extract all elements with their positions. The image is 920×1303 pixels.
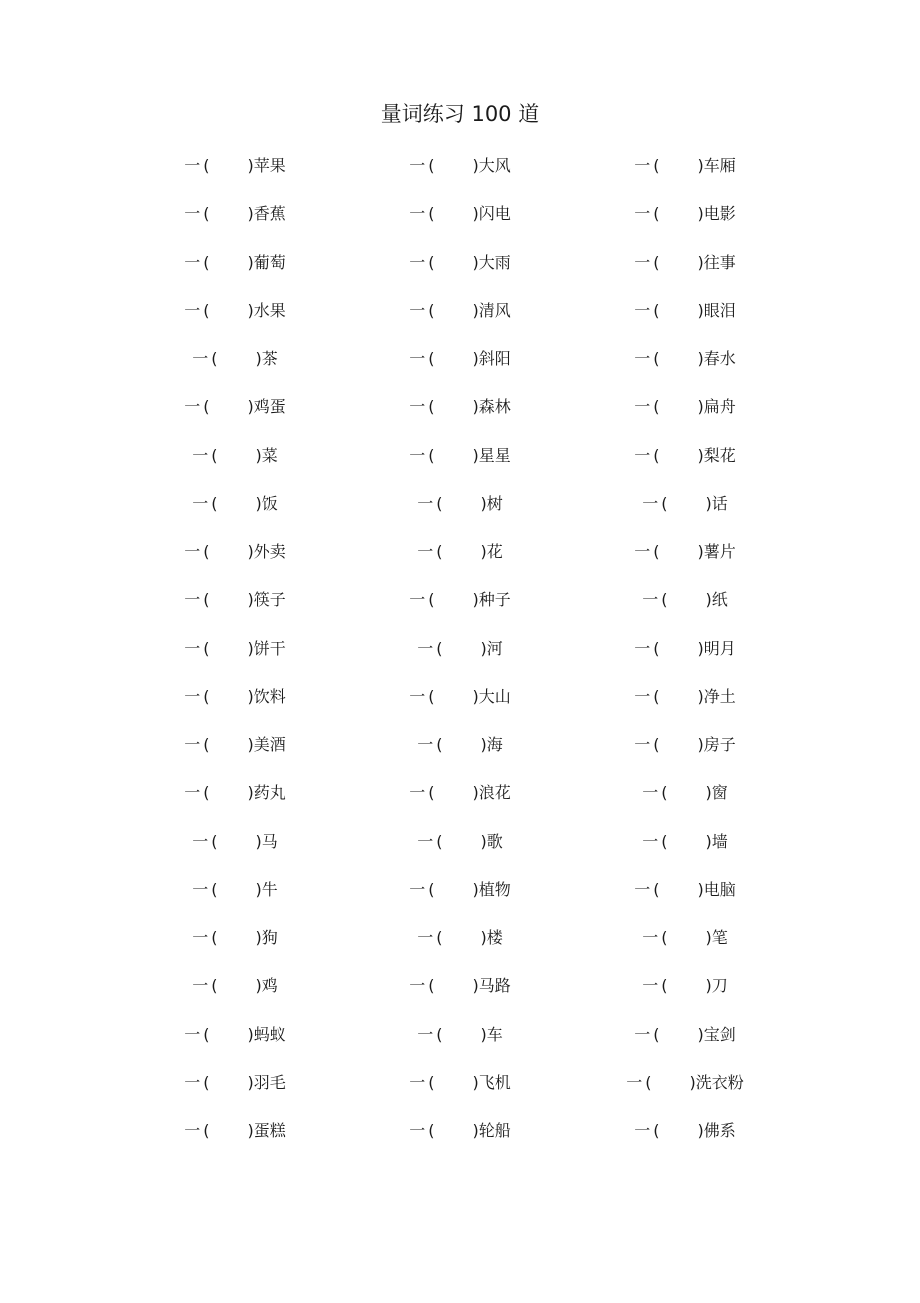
noun: 笔 <box>711 928 728 947</box>
noun: 树 <box>486 493 503 513</box>
exercise-row <box>0 1021 920 1069</box>
close-paren: ) <box>255 879 262 899</box>
close-paren: ) <box>472 204 479 224</box>
close-paren: ) <box>247 252 254 272</box>
open-paren: ( <box>211 349 218 368</box>
exercise-item <box>535 442 835 470</box>
open-paren: ( <box>653 204 660 224</box>
noun: 鸡蛋 <box>253 397 286 417</box>
close-paren: ) <box>472 686 479 706</box>
open-paren: ( <box>653 300 660 320</box>
exercise-item <box>535 779 835 807</box>
numeral-one: 一 <box>409 397 426 417</box>
open-paren: ( <box>653 686 660 706</box>
numeral-one: 一 <box>642 928 659 947</box>
open-paren: ( <box>211 879 218 899</box>
exercise-row <box>0 635 920 683</box>
close-paren: ) <box>480 735 487 754</box>
numeral-one: 一 <box>634 397 651 417</box>
close-paren: ) <box>255 831 262 851</box>
noun: 薯片 <box>703 542 736 561</box>
close-paren: ) <box>480 638 487 658</box>
exercise-row <box>0 490 920 538</box>
exercise-item <box>535 393 835 421</box>
noun: 车厢 <box>703 156 736 175</box>
open-paren: ( <box>203 1072 210 1092</box>
open-paren: ( <box>653 735 660 754</box>
exercise-row <box>0 1069 920 1117</box>
exercise-row <box>0 200 920 248</box>
noun: 种子 <box>478 590 511 610</box>
numeral-one: 一 <box>409 300 426 320</box>
noun: 马 <box>261 831 278 851</box>
exercise-row <box>0 586 920 634</box>
exercise-row <box>0 345 920 393</box>
numeral-one: 一 <box>192 349 209 368</box>
close-paren: ) <box>247 735 254 754</box>
close-paren: ) <box>247 204 254 224</box>
exercise-item <box>535 924 835 952</box>
exercise-item <box>535 635 835 663</box>
close-paren: ) <box>697 879 704 899</box>
close-paren: ) <box>247 1121 254 1140</box>
numeral-one: 一 <box>634 349 651 368</box>
exercise-item <box>535 249 835 277</box>
noun: 星星 <box>478 445 511 465</box>
numeral-one: 一 <box>409 156 426 175</box>
noun: 美酒 <box>253 735 286 754</box>
noun: 狗 <box>261 928 278 947</box>
close-paren: ) <box>472 1072 479 1092</box>
noun: 海 <box>486 735 503 754</box>
close-paren: ) <box>255 928 262 947</box>
exercise-item <box>535 345 835 373</box>
open-paren: ( <box>428 1072 435 1092</box>
noun: 河 <box>486 638 503 658</box>
noun: 饼干 <box>253 638 286 658</box>
close-paren: ) <box>705 783 712 803</box>
close-paren: ) <box>697 445 704 465</box>
numeral-one: 一 <box>184 686 201 706</box>
close-paren: ) <box>480 1024 487 1044</box>
noun: 饭 <box>261 493 278 513</box>
exercise-row <box>0 683 920 731</box>
numeral-one: 一 <box>634 156 651 175</box>
open-paren: ( <box>428 300 435 320</box>
close-paren: ) <box>247 590 254 610</box>
open-paren: ( <box>211 928 218 947</box>
noun: 大山 <box>478 686 511 706</box>
close-paren: ) <box>472 252 479 272</box>
close-paren: ) <box>480 542 487 561</box>
exercise-row <box>0 779 920 827</box>
worksheet-title: 量词练习 100 道 <box>380 102 540 126</box>
exercise-row <box>0 972 920 1020</box>
numeral-one: 一 <box>642 590 659 610</box>
numeral-one: 一 <box>634 1024 651 1044</box>
numeral-one: 一 <box>184 204 201 224</box>
noun: 牛 <box>261 879 278 899</box>
numeral-one: 一 <box>417 735 434 754</box>
exercise-row <box>0 538 920 586</box>
open-paren: ( <box>661 976 668 996</box>
exercise-item <box>535 972 835 1000</box>
close-paren: ) <box>247 300 254 320</box>
close-paren: ) <box>472 300 479 320</box>
numeral-one: 一 <box>409 204 426 224</box>
noun: 往事 <box>703 252 736 272</box>
noun: 轮船 <box>478 1121 511 1140</box>
close-paren: ) <box>472 156 479 175</box>
open-paren: ( <box>436 493 443 513</box>
numeral-one: 一 <box>634 879 651 899</box>
numeral-one: 一 <box>642 783 659 803</box>
numeral-one: 一 <box>634 300 651 320</box>
noun: 明月 <box>703 638 736 658</box>
open-paren: ( <box>436 542 443 561</box>
open-paren: ( <box>203 590 210 610</box>
noun: 梨花 <box>703 445 736 465</box>
exercise-item <box>535 828 835 856</box>
numeral-one: 一 <box>409 783 426 803</box>
noun: 刀 <box>711 976 728 996</box>
noun: 佛系 <box>703 1121 736 1140</box>
noun: 闪电 <box>478 204 511 224</box>
open-paren: ( <box>661 590 668 610</box>
noun: 歌 <box>486 831 503 851</box>
numeral-one: 一 <box>417 542 434 561</box>
open-paren: ( <box>203 300 210 320</box>
numeral-one: 一 <box>626 1072 643 1092</box>
numeral-one: 一 <box>184 397 201 417</box>
open-paren: ( <box>653 542 660 561</box>
close-paren: ) <box>480 928 487 947</box>
numeral-one: 一 <box>409 879 426 899</box>
close-paren: ) <box>472 590 479 610</box>
open-paren: ( <box>436 928 443 947</box>
numeral-one: 一 <box>634 252 651 272</box>
close-paren: ) <box>247 1024 254 1044</box>
open-paren: ( <box>428 204 435 224</box>
numeral-one: 一 <box>184 156 201 175</box>
numeral-one: 一 <box>634 638 651 658</box>
open-paren: ( <box>645 1072 652 1092</box>
open-paren: ( <box>653 638 660 658</box>
open-paren: ( <box>203 252 210 272</box>
noun: 苹果 <box>253 156 286 175</box>
exercise-item <box>535 876 835 904</box>
open-paren: ( <box>653 252 660 272</box>
noun: 蚂蚁 <box>253 1024 286 1044</box>
noun: 大风 <box>478 156 511 175</box>
exercise-row <box>0 828 920 876</box>
numeral-one: 一 <box>409 445 426 465</box>
noun: 马路 <box>478 976 511 996</box>
noun: 鸡 <box>261 976 278 996</box>
close-paren: ) <box>697 1024 704 1044</box>
exercise-item <box>535 1117 835 1145</box>
open-paren: ( <box>203 783 210 803</box>
numeral-one: 一 <box>184 300 201 320</box>
exercise-item <box>535 152 835 180</box>
open-paren: ( <box>203 156 210 175</box>
open-paren: ( <box>653 879 660 899</box>
exercise-row <box>0 1117 920 1165</box>
close-paren: ) <box>472 976 479 996</box>
noun: 筷子 <box>253 590 286 610</box>
noun: 花 <box>486 542 503 561</box>
exercise-row <box>0 442 920 490</box>
noun: 外卖 <box>253 542 286 561</box>
open-paren: ( <box>436 638 443 658</box>
exercise-grid <box>0 152 920 1165</box>
close-paren: ) <box>689 1072 696 1092</box>
close-paren: ) <box>472 879 479 899</box>
open-paren: ( <box>428 397 435 417</box>
numeral-one: 一 <box>184 735 201 754</box>
open-paren: ( <box>203 1121 210 1140</box>
open-paren: ( <box>661 928 668 947</box>
exercise-row <box>0 876 920 924</box>
open-paren: ( <box>203 204 210 224</box>
open-paren: ( <box>653 445 660 465</box>
numeral-one: 一 <box>184 252 201 272</box>
noun: 纸 <box>711 590 728 610</box>
noun: 眼泪 <box>703 300 736 320</box>
noun: 车 <box>486 1024 503 1044</box>
open-paren: ( <box>428 349 435 368</box>
noun: 菜 <box>261 445 278 465</box>
open-paren: ( <box>203 1024 210 1044</box>
close-paren: ) <box>247 156 254 175</box>
close-paren: ) <box>247 686 254 706</box>
numeral-one: 一 <box>417 831 434 851</box>
noun: 净土 <box>703 686 736 706</box>
open-paren: ( <box>428 252 435 272</box>
numeral-one: 一 <box>634 686 651 706</box>
close-paren: ) <box>705 590 712 610</box>
close-paren: ) <box>697 156 704 175</box>
numeral-one: 一 <box>192 831 209 851</box>
exercise-item <box>535 490 835 518</box>
numeral-one: 一 <box>634 542 651 561</box>
noun: 话 <box>711 493 728 513</box>
open-paren: ( <box>203 397 210 417</box>
noun: 楼 <box>486 928 503 947</box>
close-paren: ) <box>472 349 479 368</box>
numeral-one: 一 <box>409 1121 426 1140</box>
open-paren: ( <box>428 879 435 899</box>
numeral-one: 一 <box>184 1024 201 1044</box>
exercise-row <box>0 249 920 297</box>
exercise-item <box>535 1021 835 1049</box>
numeral-one: 一 <box>409 252 426 272</box>
open-paren: ( <box>211 976 218 996</box>
noun: 春水 <box>703 349 736 368</box>
numeral-one: 一 <box>417 493 434 513</box>
noun: 香蕉 <box>253 204 286 224</box>
close-paren: ) <box>247 783 254 803</box>
numeral-one: 一 <box>409 1072 426 1092</box>
numeral-one: 一 <box>642 831 659 851</box>
open-paren: ( <box>653 1121 660 1140</box>
noun: 清风 <box>478 300 511 320</box>
noun: 水果 <box>253 300 286 320</box>
close-paren: ) <box>705 976 712 996</box>
close-paren: ) <box>255 493 262 513</box>
exercise-item <box>535 586 835 614</box>
open-paren: ( <box>428 590 435 610</box>
exercise-item <box>535 538 835 566</box>
numeral-one: 一 <box>409 686 426 706</box>
noun: 电影 <box>703 204 736 224</box>
close-paren: ) <box>472 1121 479 1140</box>
close-paren: ) <box>480 493 487 513</box>
close-paren: ) <box>697 686 704 706</box>
noun: 药丸 <box>253 783 286 803</box>
close-paren: ) <box>697 735 704 754</box>
open-paren: ( <box>436 831 443 851</box>
noun: 植物 <box>478 879 511 899</box>
close-paren: ) <box>247 1072 254 1092</box>
noun: 洗衣粉 <box>695 1072 744 1092</box>
noun: 房子 <box>703 735 736 754</box>
close-paren: ) <box>697 397 704 417</box>
numeral-one: 一 <box>192 493 209 513</box>
open-paren: ( <box>203 686 210 706</box>
numeral-one: 一 <box>642 976 659 996</box>
exercise-row <box>0 152 920 200</box>
exercise-item <box>535 731 835 759</box>
noun: 茶 <box>261 349 278 368</box>
exercise-item <box>535 1069 835 1097</box>
open-paren: ( <box>661 831 668 851</box>
numeral-one: 一 <box>184 783 201 803</box>
close-paren: ) <box>697 638 704 658</box>
exercise-row <box>0 924 920 972</box>
numeral-one: 一 <box>184 590 201 610</box>
exercise-row <box>0 731 920 779</box>
open-paren: ( <box>203 638 210 658</box>
open-paren: ( <box>436 735 443 754</box>
exercise-row <box>0 393 920 441</box>
close-paren: ) <box>472 783 479 803</box>
open-paren: ( <box>428 156 435 175</box>
numeral-one: 一 <box>642 493 659 513</box>
open-paren: ( <box>428 976 435 996</box>
noun: 森林 <box>478 397 511 417</box>
close-paren: ) <box>480 831 487 851</box>
numeral-one: 一 <box>417 638 434 658</box>
noun: 大雨 <box>478 252 511 272</box>
noun: 扁舟 <box>703 397 736 417</box>
numeral-one: 一 <box>634 1121 651 1140</box>
numeral-one: 一 <box>634 204 651 224</box>
numeral-one: 一 <box>184 1072 201 1092</box>
numeral-one: 一 <box>417 1024 434 1044</box>
noun: 飞机 <box>478 1072 511 1092</box>
numeral-one: 一 <box>409 590 426 610</box>
numeral-one: 一 <box>192 879 209 899</box>
open-paren: ( <box>428 783 435 803</box>
open-paren: ( <box>436 1024 443 1044</box>
open-paren: ( <box>203 735 210 754</box>
close-paren: ) <box>247 397 254 417</box>
numeral-one: 一 <box>409 349 426 368</box>
noun: 葡萄 <box>253 252 286 272</box>
close-paren: ) <box>705 928 712 947</box>
close-paren: ) <box>697 204 704 224</box>
close-paren: ) <box>697 349 704 368</box>
numeral-one: 一 <box>417 928 434 947</box>
close-paren: ) <box>255 976 262 996</box>
close-paren: ) <box>255 349 262 368</box>
close-paren: ) <box>697 300 704 320</box>
close-paren: ) <box>705 493 712 513</box>
close-paren: ) <box>697 542 704 561</box>
noun: 墙 <box>711 831 728 851</box>
open-paren: ( <box>211 493 218 513</box>
open-paren: ( <box>653 397 660 417</box>
close-paren: ) <box>697 252 704 272</box>
numeral-one: 一 <box>184 1121 201 1140</box>
noun: 电脑 <box>703 879 736 899</box>
noun: 浪花 <box>478 783 511 803</box>
numeral-one: 一 <box>184 638 201 658</box>
open-paren: ( <box>211 831 218 851</box>
numeral-one: 一 <box>184 542 201 561</box>
open-paren: ( <box>653 1024 660 1044</box>
open-paren: ( <box>203 542 210 561</box>
close-paren: ) <box>255 445 262 465</box>
exercise-item <box>535 297 835 325</box>
numeral-one: 一 <box>192 445 209 465</box>
noun: 羽毛 <box>253 1072 286 1092</box>
noun: 窗 <box>711 783 728 803</box>
noun: 饮料 <box>253 686 286 706</box>
open-paren: ( <box>653 349 660 368</box>
close-paren: ) <box>705 831 712 851</box>
open-paren: ( <box>653 156 660 175</box>
exercise-item <box>535 200 835 228</box>
numeral-one: 一 <box>634 735 651 754</box>
open-paren: ( <box>428 445 435 465</box>
noun: 宝剑 <box>703 1024 736 1044</box>
noun: 斜阳 <box>478 349 511 368</box>
open-paren: ( <box>428 1121 435 1140</box>
numeral-one: 一 <box>634 445 651 465</box>
noun: 蛋糕 <box>253 1121 286 1140</box>
numeral-one: 一 <box>409 976 426 996</box>
open-paren: ( <box>428 686 435 706</box>
exercise-row <box>0 297 920 345</box>
numeral-one: 一 <box>192 928 209 947</box>
exercise-item <box>535 683 835 711</box>
open-paren: ( <box>661 493 668 513</box>
close-paren: ) <box>247 638 254 658</box>
open-paren: ( <box>211 445 218 465</box>
close-paren: ) <box>697 1121 704 1140</box>
open-paren: ( <box>661 783 668 803</box>
close-paren: ) <box>472 397 479 417</box>
close-paren: ) <box>247 542 254 561</box>
close-paren: ) <box>472 445 479 465</box>
numeral-one: 一 <box>192 976 209 996</box>
